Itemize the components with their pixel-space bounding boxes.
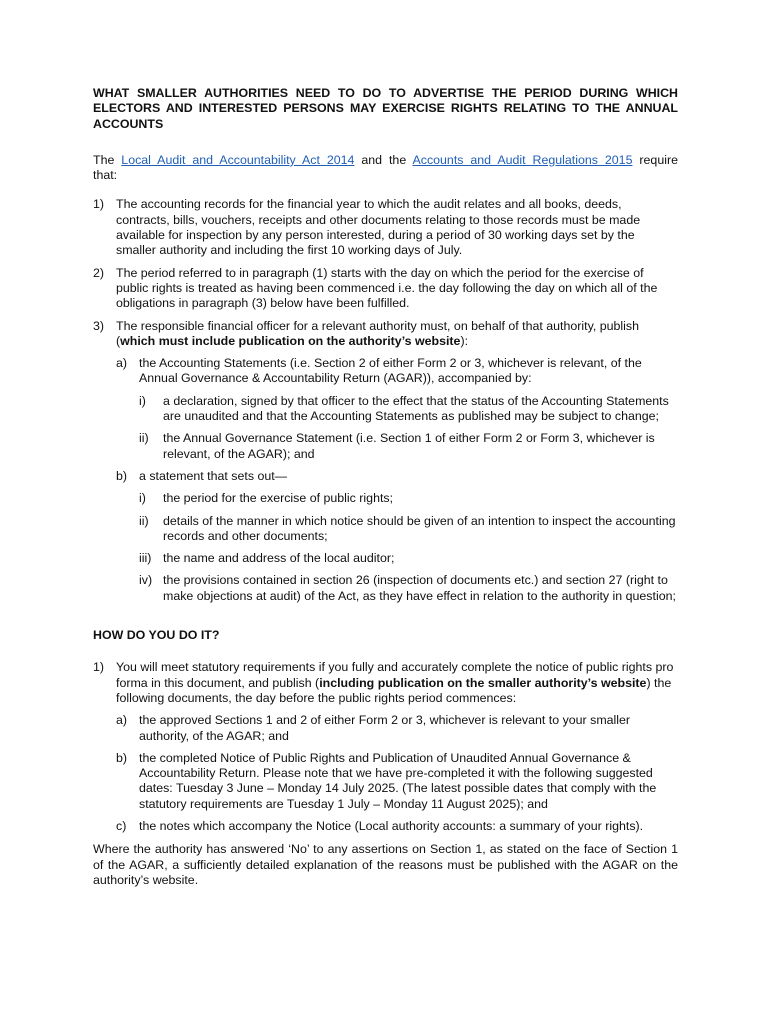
sub-sub-item-label: iv) — [139, 573, 153, 588]
intro-paragraph — [93, 153, 678, 184]
list-item-2 — [93, 266, 678, 312]
text-segment: ): — [460, 333, 469, 348]
sub-item-a — [116, 713, 678, 744]
sub-sub-item-iii — [139, 551, 678, 566]
sub-sub-item-text: the name and address of the local auditor; — [163, 551, 395, 566]
sub-sub-item-iv — [139, 573, 678, 604]
sub-sub-item-ii — [139, 431, 678, 462]
how-list-item-1 — [93, 660, 678, 834]
bold-text-segment: including publication on the smaller authority’s website — [319, 675, 647, 690]
sub-item-text: the notes which accompany the Notice (Local authority accounts: a summary of your rights). — [139, 818, 644, 833]
sub-item-b — [116, 469, 678, 604]
sub-item-a — [116, 356, 678, 462]
list-number: 1) — [93, 660, 105, 675]
sub-item-b — [116, 751, 678, 812]
sub-sub-item-text: a declaration, signed by that officer to the effect that the status of the Accounting Statements are unaudited and that the Accounting Statements as published may be subject to change; — [163, 393, 669, 424]
list-item-text — [116, 319, 678, 350]
closing-paragraph: Where the authority has answered ‘No’ to any assertions on Section 1, as stated on the face of Section 1 of the AGAR, a sufficiently detailed explanation of the reasons must be published with the AGAR on the authority’s website. — [93, 842, 678, 887]
sub-item-label: a) — [116, 713, 128, 728]
list-item-text — [116, 660, 678, 706]
list-item-text: The period referred to in paragraph (1) starts with the day on which the period for the exercise of public rights is treated as having been commenced i.e. the day following the day on which all of the obligations in paragraph (3) below have been fulfilled. — [116, 265, 658, 311]
list-number: 2) — [93, 265, 105, 280]
section-heading: HOW DO YOU DO IT? — [93, 628, 220, 643]
sub-sub-item-text: the Annual Governance Statement (i.e. Section 1 of either Form 2 or Form 3, whichever is relevant, of the AGAR); and — [163, 431, 655, 461]
sub-item-body — [139, 469, 678, 604]
sub-sub-item-text: the provisions contained in section 26 (inspection of documents etc.) and section 27 (right to make objections at audit) of the Act, as they have effect in relation to the authority in question; — [163, 573, 676, 603]
text-segment: You will meet statutory requirements if you fully and accurately complete the notice of public rights pro forma in this document, and publish ( — [116, 660, 674, 690]
list-number: 1) — [93, 197, 105, 212]
bold-text-segment: which must include publication on the authority’s website — [120, 333, 461, 348]
sub-sub-item-label: iii) — [139, 551, 152, 566]
accounts-regulations-link[interactable]: Accounts and Audit Regulations 2015 — [412, 152, 633, 167]
intro-middle: and the — [354, 152, 413, 167]
sub-item-text: a statement that sets out— — [139, 468, 288, 483]
list-item-3 — [93, 319, 678, 604]
sub-sub-item-label: i) — [139, 491, 146, 506]
sub-item-body — [139, 356, 678, 462]
sub-item-label: a) — [116, 356, 128, 371]
sub-sub-item-label: i) — [139, 393, 146, 408]
document-title: WHAT SMALLER AUTHORITIES NEED TO DO TO ADVERTISE THE PERIOD DURING WHICH ELECTORS AND INTERESTED PERSONS MAY EXERCISE RIGHTS RELATING TO THE ANNUAL ACCOUNTS — [93, 86, 678, 131]
sub-sub-item-text: the period for the exercise of public rights; — [163, 491, 394, 506]
sub-item-text: the completed Notice of Public Rights and Publication of Unaudited Annual Governance & Accountability Return. Please note that we have pre-completed it with the following suggested dates: Tuesday 3 June – Monday 14 July 2025. (The latest possible dates that comply with the statutory requirements are Tuesday 1 July – Monday 11 August 2025); and — [139, 750, 657, 811]
sub-item-c — [116, 819, 678, 834]
sub-item-label: b) — [116, 750, 128, 765]
text-segment: The responsible financial officer for a relevant authority must, on behalf of that authority, publish ( — [116, 318, 639, 348]
sub-item-text: the approved Sections 1 and 2 of either Form 2 or 3, whichever is relevant to your smaller authority, of the AGAR; and — [139, 713, 631, 743]
sub-sub-item-i — [139, 394, 678, 425]
list-item-text: The accounting records for the financial year to which the audit relates and all books, deeds, contracts, bills, vouchers, receipts and other documents relating to those records must be made available for inspection by any person interested, during a period of 30 working days set by the smaller authority and including the first 10 working days of July. — [116, 197, 641, 258]
sub-item-label: c) — [116, 818, 127, 833]
sub-sub-item-text: details of the manner in which notice should be given of an intention to inspect the accounting records and other documents; — [163, 513, 676, 543]
sub-sub-item-ii — [139, 514, 678, 545]
list-item-1 — [93, 197, 678, 258]
sub-sub-item-i — [139, 491, 678, 506]
intro-suffix: require that: — [93, 152, 678, 183]
sub-item-label: b) — [116, 468, 128, 483]
intro-prefix: The — [93, 152, 122, 167]
sub-sub-item-label: ii) — [139, 513, 149, 528]
list-item-body — [116, 660, 678, 834]
list-number: 3) — [93, 318, 105, 333]
sub-item-text: the Accounting Statements (i.e. Section 2 of either Form 2 or 3, whichever is relevant, of the Annual Governance & Accountability Return (AGAR)), accompanied by: — [139, 356, 642, 386]
text-segment: ) the following documents, the day before the public rights period commences: — [116, 675, 672, 705]
sub-sub-item-label: ii) — [139, 431, 149, 446]
local-audit-act-link[interactable]: Local Audit and Accountability Act 2014 — [121, 152, 355, 167]
list-item-body — [116, 319, 678, 604]
